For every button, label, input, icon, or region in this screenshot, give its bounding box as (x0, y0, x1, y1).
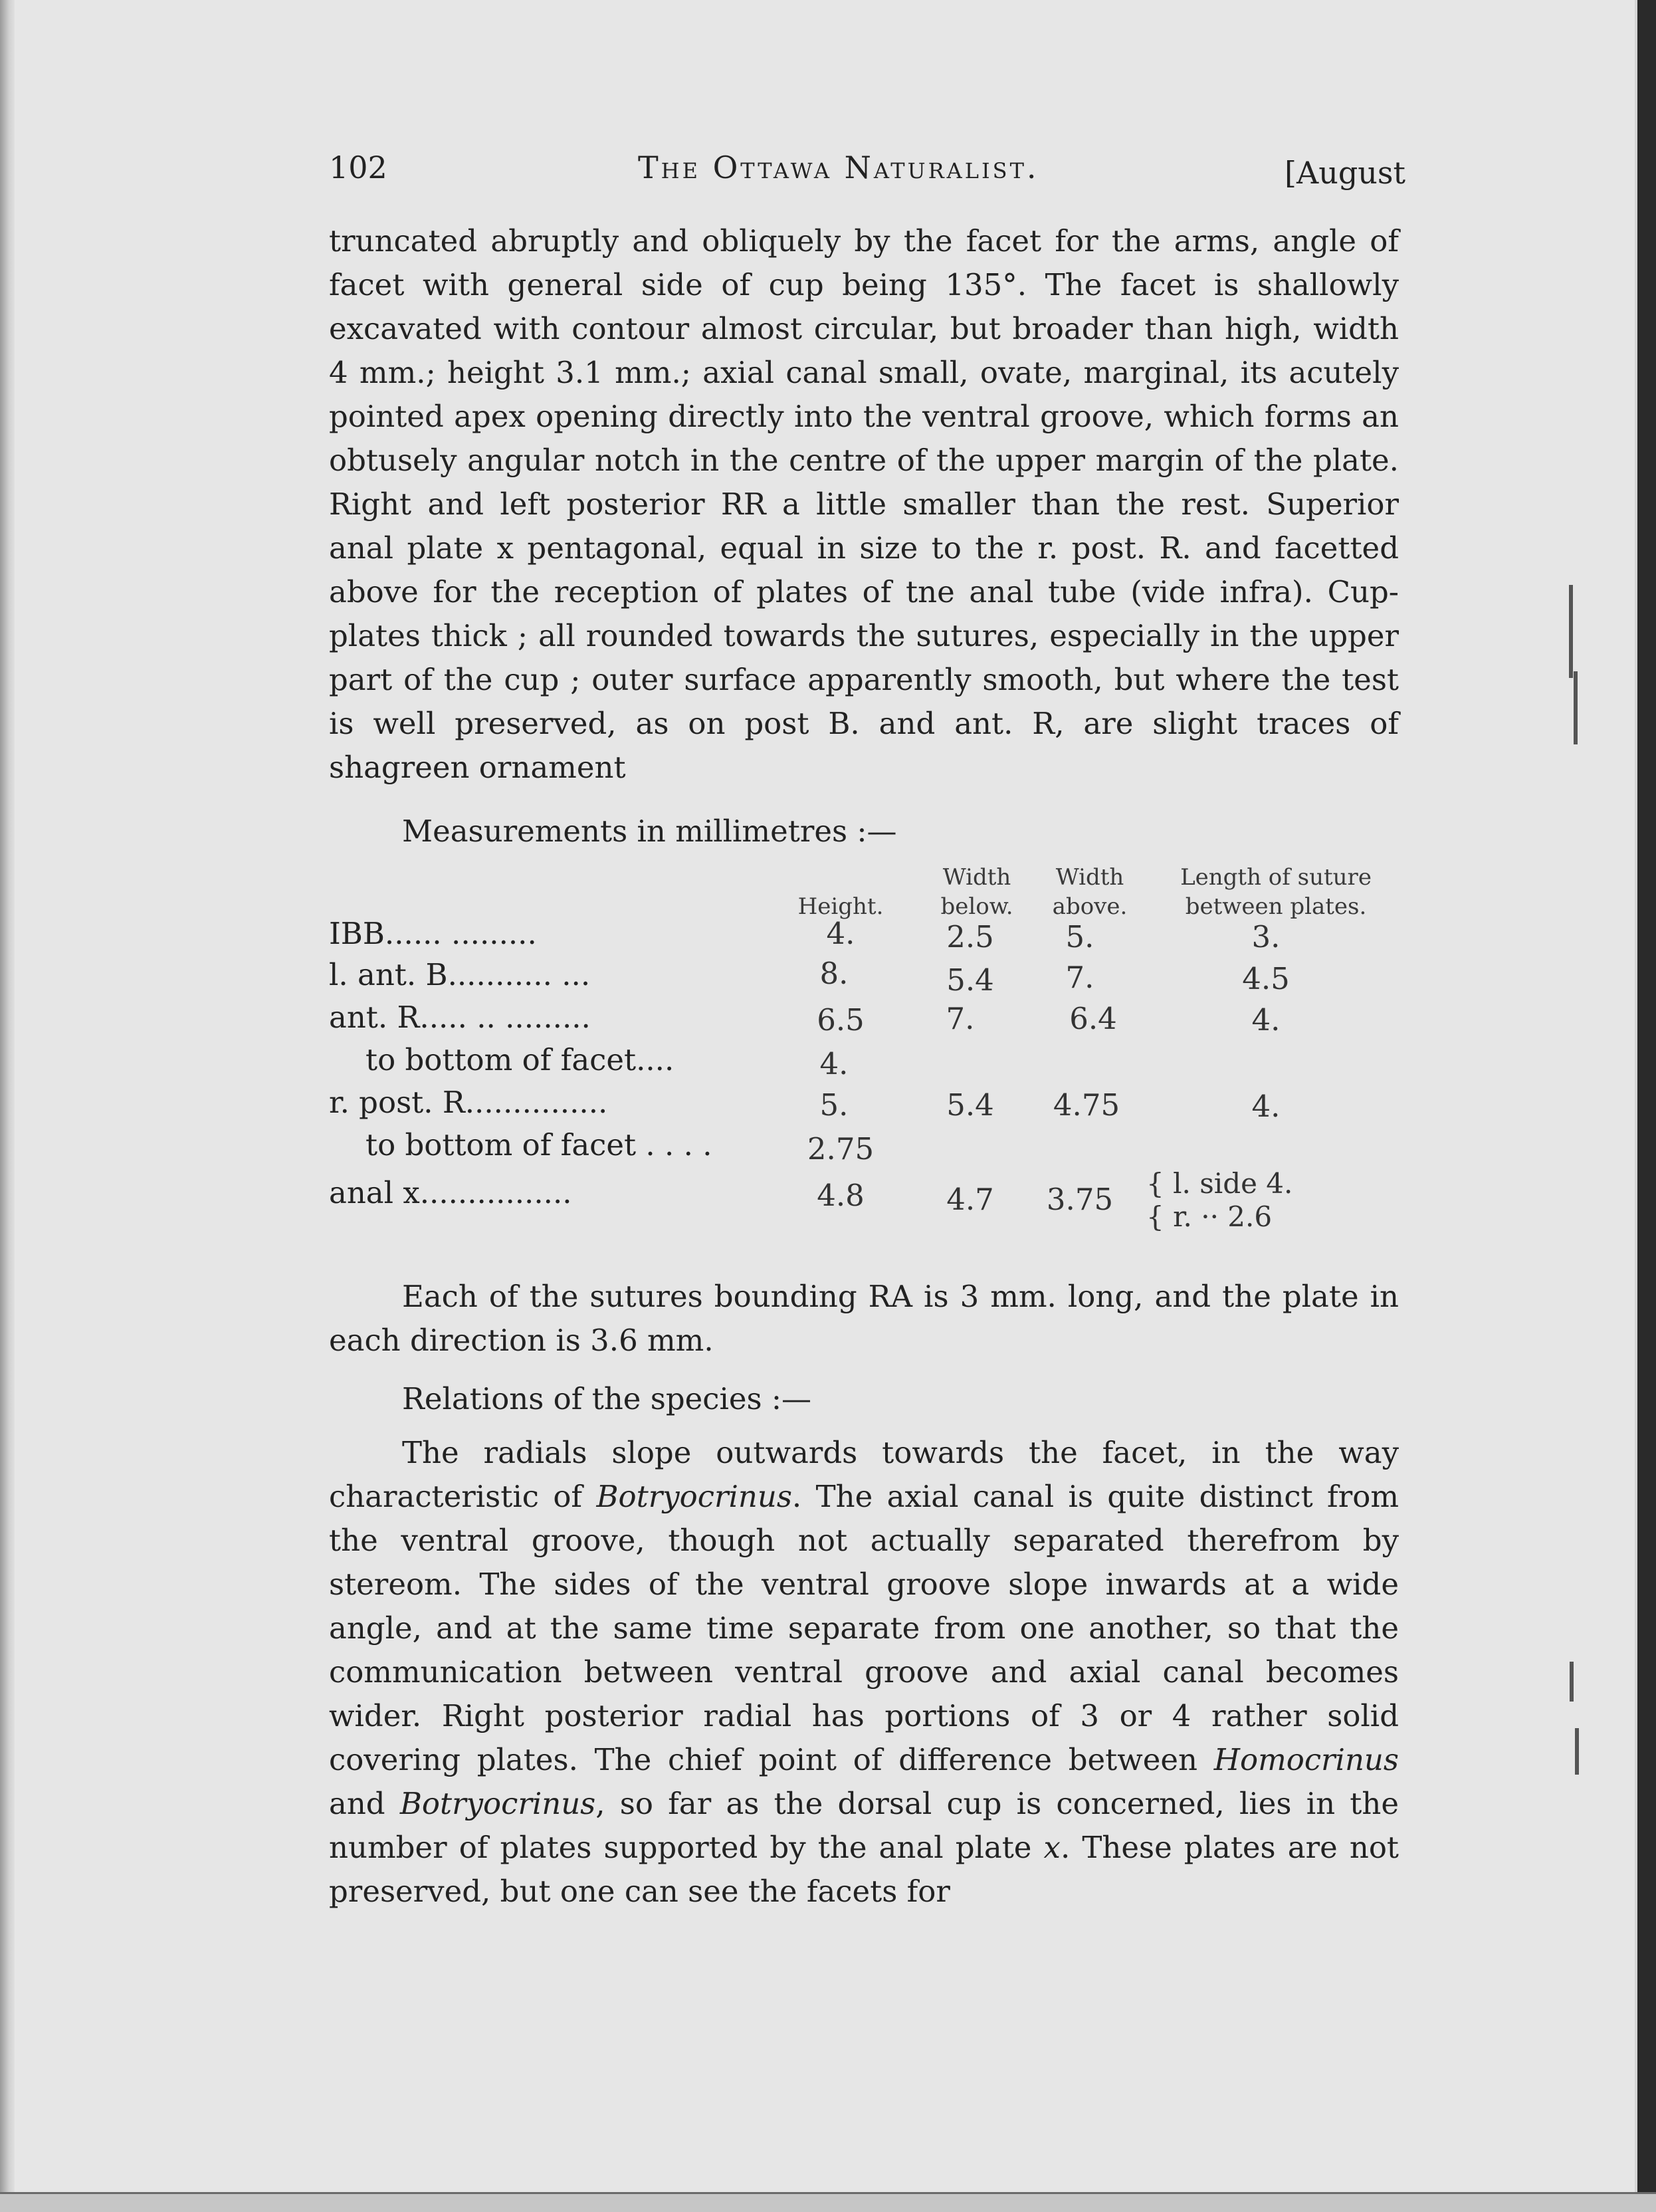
issue-month: [August (1285, 155, 1405, 191)
row-label: ant. R..... .. ......... (329, 1000, 591, 1035)
row-label: r. post. R............... (329, 1085, 608, 1120)
cell-suture: 4. (1251, 1089, 1281, 1124)
body-paragraph-1-block (329, 219, 1399, 790)
text-run: . The axial canal is quite distinct from the ventral groove, though not actually separated therefrom by stereom. The sides of the ventral groove slope inwards at a wide angle, and at the same time separate from one another, so that the communication between ventral groove and axial canal becomes wider. Right posterior radial has portions of 3 or 4 rather solid covering plates. The chief point of difference between (329, 1479, 1399, 1777)
genus-name: Botryocrinus (399, 1786, 596, 1821)
cell-height: 4.8 (817, 1178, 865, 1213)
margin-mark (1569, 585, 1573, 678)
body-paragraph: Each of the sutures bounding RA is 3 mm. long, and the plate in each direction is 3.6 mm. (329, 1279, 1399, 1358)
body-paragraph-3-block (329, 1431, 1399, 1914)
genus-name: Botryocrinus (596, 1479, 792, 1514)
cell-suture: 4.5 (1242, 961, 1290, 996)
margin-mark (1575, 1728, 1579, 1775)
journal-title: The Ottawa Naturalist. (638, 150, 1039, 185)
column-header-width-below: Width below. (940, 864, 1013, 920)
cell-height: 2.75 (807, 1131, 875, 1166)
plate-symbol: x (1043, 1830, 1061, 1865)
cell-width-below: 4.7 (946, 1182, 994, 1217)
measurements-table (329, 863, 1405, 1275)
anal-suture-left: { l. side 4. (1146, 1167, 1293, 1200)
genus-name: Homocrinus (1213, 1742, 1399, 1777)
page-number: 102 (329, 150, 387, 185)
text-run: . These plates are not preserved, but one can see the facets for (329, 1830, 1399, 1909)
measurements-heading: Measurements in millimetres :— (402, 814, 897, 849)
margin-mark (1574, 671, 1578, 744)
cell-height: 8. (819, 956, 849, 991)
margin-mark (1570, 1662, 1574, 1702)
cell-height: 5. (819, 1087, 849, 1123)
bottom-margin (0, 2194, 1656, 2212)
column-header-width-above: Width above. (1052, 864, 1128, 920)
cell-width-above: 6.4 (1069, 1001, 1117, 1036)
cell-height: 4. (826, 916, 855, 951)
row-label: l. ant. B........... ... (329, 957, 591, 992)
body-paragraph (329, 1431, 1399, 1914)
anal-suture-right: { r. ·· 2.6 (1146, 1200, 1273, 1233)
column-header-height: Height. (797, 893, 884, 920)
text-run: The radials slope outwards towards the facet, in the way characteristic of (329, 1435, 1399, 1514)
column-header-suture: Length of suture between plates. (1180, 864, 1372, 920)
cell-suture: 3. (1251, 919, 1281, 954)
row-label: IBB...... ......... (329, 916, 537, 951)
cell-width-above: 5. (1065, 919, 1094, 954)
cell-width-above: 7. (1065, 960, 1094, 995)
cell-width-below: 7. (946, 1001, 975, 1036)
anal-suture-note (1146, 1167, 1293, 1234)
text-run: , so far as the dorsal cup is concerned, lies in the number of plates supported by the anal plate (329, 1786, 1399, 1865)
cell-width-above: 3.75 (1046, 1182, 1114, 1217)
row-label: to bottom of facet.... (365, 1042, 674, 1077)
binding-edge (0, 0, 15, 2212)
cell-height: 6.5 (817, 1002, 865, 1038)
body-paragraph: truncated abruptly and obliquely by the facet for the arms, angle of facet with general side of cup being 135°. The facet is shallowly excavated with contour almost circular, but broader than high, width 4 mm.; height 3.1 mm.; axial canal small, ovate, marginal, its acutely pointed apex opening directly into the ventral groove, which forms an obtusely angular notch in the centre of the upper margin of the plate. Right and left posterior RR a little smaller than the rest. Superior anal plate x pentagonal, equal in size to the r. post. R. and facetted above for the reception of plates of tne anal tube (vide infra). Cup-plates thick ; all rounded towards the sutures, especially in the upper part of the cup ; outer surface apparently smooth, but where the test is well preserved, as on post B. and ant. R, are slight traces of shagreen ornament (329, 223, 1399, 785)
section-heading: Relations of the species :— (402, 1381, 812, 1416)
cell-width-below: 5.4 (946, 962, 994, 998)
body-paragraph-2-block (329, 1275, 1399, 1363)
measurements-heading-block (329, 810, 1399, 853)
running-header (329, 143, 1405, 196)
cell-width-below: 5.4 (946, 1087, 994, 1123)
cell-width-above: 4.75 (1053, 1087, 1120, 1123)
row-label: to bottom of facet . . . . (365, 1127, 712, 1162)
cell-width-below: 2.5 (946, 919, 994, 954)
relations-heading-block (329, 1377, 1399, 1421)
cell-height: 4. (819, 1046, 849, 1081)
cell-suture: 4. (1251, 1002, 1281, 1038)
row-label: anal x................ (329, 1175, 572, 1210)
scan-edge (1637, 0, 1656, 2212)
text-run: and (329, 1786, 400, 1821)
